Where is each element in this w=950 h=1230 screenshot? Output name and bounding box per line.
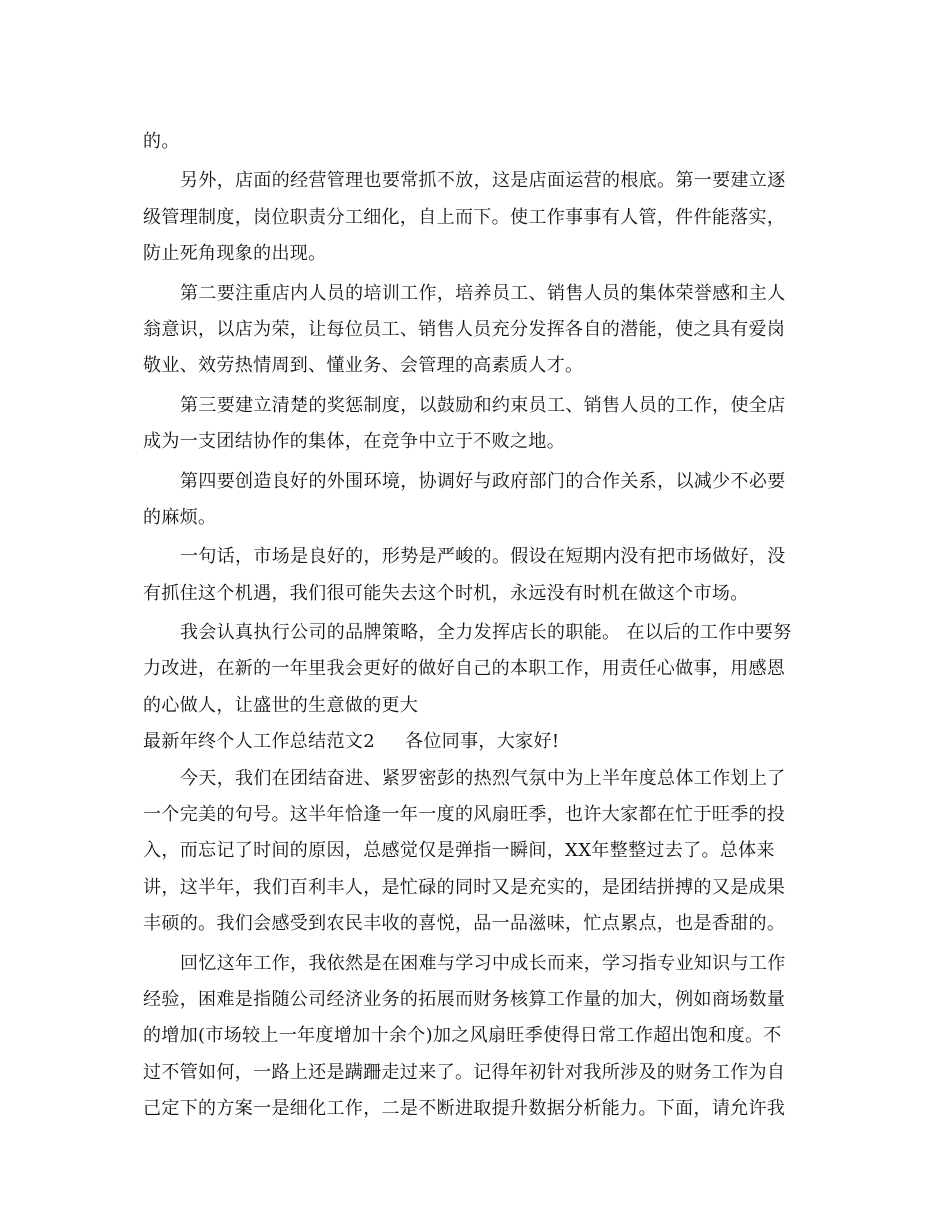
text-line: 级管理制度，岗位职责分工细化，自上而下。使工作事事有人管，件件能落实， <box>143 206 786 228</box>
document-body-part-2 <box>143 761 803 1128</box>
text-line: 一个完美的句号。这半年恰逢一年一度的风扇旺季，也许大家都在忙于旺季的投 <box>143 804 786 826</box>
paragraph <box>143 615 803 724</box>
section-heading <box>143 724 803 760</box>
paragraph <box>143 539 803 612</box>
paragraph <box>143 163 803 272</box>
paragraph <box>143 946 803 1128</box>
text-line: 成为一支团结协作的集体，在竞争中立于不败之地。 <box>143 431 566 453</box>
paragraph <box>143 124 803 160</box>
text-line: 翁意识，以店为荣，让每位员工、销售人员充分发挥各自的潜能，使之具有爱岗 <box>143 318 786 340</box>
text-line: 今天，我们在团结奋进、紧罗密彭的热烈气氛中为上半年度总体工作划上了 <box>180 767 786 789</box>
text-line: 己定下的方案一是细化工作，二是不断进取提升数据分析能力。下面，请允许我 <box>143 1098 786 1120</box>
heading-greeting: 各位同事，大家好! <box>405 731 560 753</box>
text-line: 回忆这年工作，我依然是在困难与学习中成长而来，学习指专业知识与工作 <box>180 952 786 974</box>
paragraph <box>143 276 803 385</box>
text-line: 的。 <box>143 131 180 152</box>
text-line: 力改进，在新的一年里我会更好的做好自己的本职工作，用责任心做事，用感恩 <box>143 658 786 680</box>
text-line: 第三要建立清楚的奖惩制度，以鼓励和约束员工、销售人员的工作，使全店 <box>180 394 786 416</box>
heading-title: 最新年终个人工作总结范文2 <box>143 731 376 753</box>
text-line: 的心做人，让盛世的生意做的更大 <box>143 694 419 716</box>
text-line: 经验，困难是指随公司经济业务的拓展而财务核算工作量的加大，例如商场数量 <box>143 988 786 1010</box>
text-line: 讲，这半年，我们百利丰人，是忙碌的同时又是充实的，是团结拼搏的又是成果 <box>143 876 786 898</box>
text-line: 入，而忘记了时间的原因，总感觉仅是弹指一瞬间，XX年整整过去了。总体来 <box>143 840 775 862</box>
text-line: 的麻烦。 <box>143 506 217 528</box>
text-line: 一句话，市场是良好的，形势是严峻的。假设在短期内没有把市场做好，没 <box>180 546 786 568</box>
text-line: 防止死角现象的出现。 <box>143 243 327 265</box>
text-line: 我会认真执行公司的品牌策略，全力发挥店长的职能。 在以后的工作中要努 <box>180 622 792 644</box>
text-line: 敬业、效劳热情周到、懂业务、会管理的高素质人才。 <box>143 355 584 377</box>
paragraph <box>143 464 803 537</box>
text-line: 的增加(市场较上一年度增加十余个)加之风扇旺季使得日常工作超出饱和度。不 <box>143 1025 782 1047</box>
text-line: 丰硕的。我们会感受到农民丰收的喜悦，品一品滋味，忙点累点，也是香甜的。 <box>143 913 786 935</box>
text-line: 有抓住这个机遇，我们很可能失去这个时机，永远没有时机在做这个市场。 <box>143 582 749 604</box>
text-line: 过不管如何，一路上还是蹒跚走过来了。记得年初针对我所涉及的财务工作为自 <box>143 1061 786 1083</box>
document-page <box>143 124 803 1128</box>
paragraph <box>143 388 803 461</box>
paragraph <box>143 761 803 943</box>
document-body-part-1 <box>143 124 803 724</box>
text-line: 第四要创造良好的外围环境，协调好与政府部门的合作关系，以减少不必要 <box>180 470 786 492</box>
text-line: 第二要注重店内人员的培训工作，培养员工、销售人员的集体荣誉感和主人 <box>180 282 786 304</box>
text-line: 另外，店面的经营管理也要常抓不放，这是店面运营的根底。第一要建立逐 <box>180 170 786 192</box>
